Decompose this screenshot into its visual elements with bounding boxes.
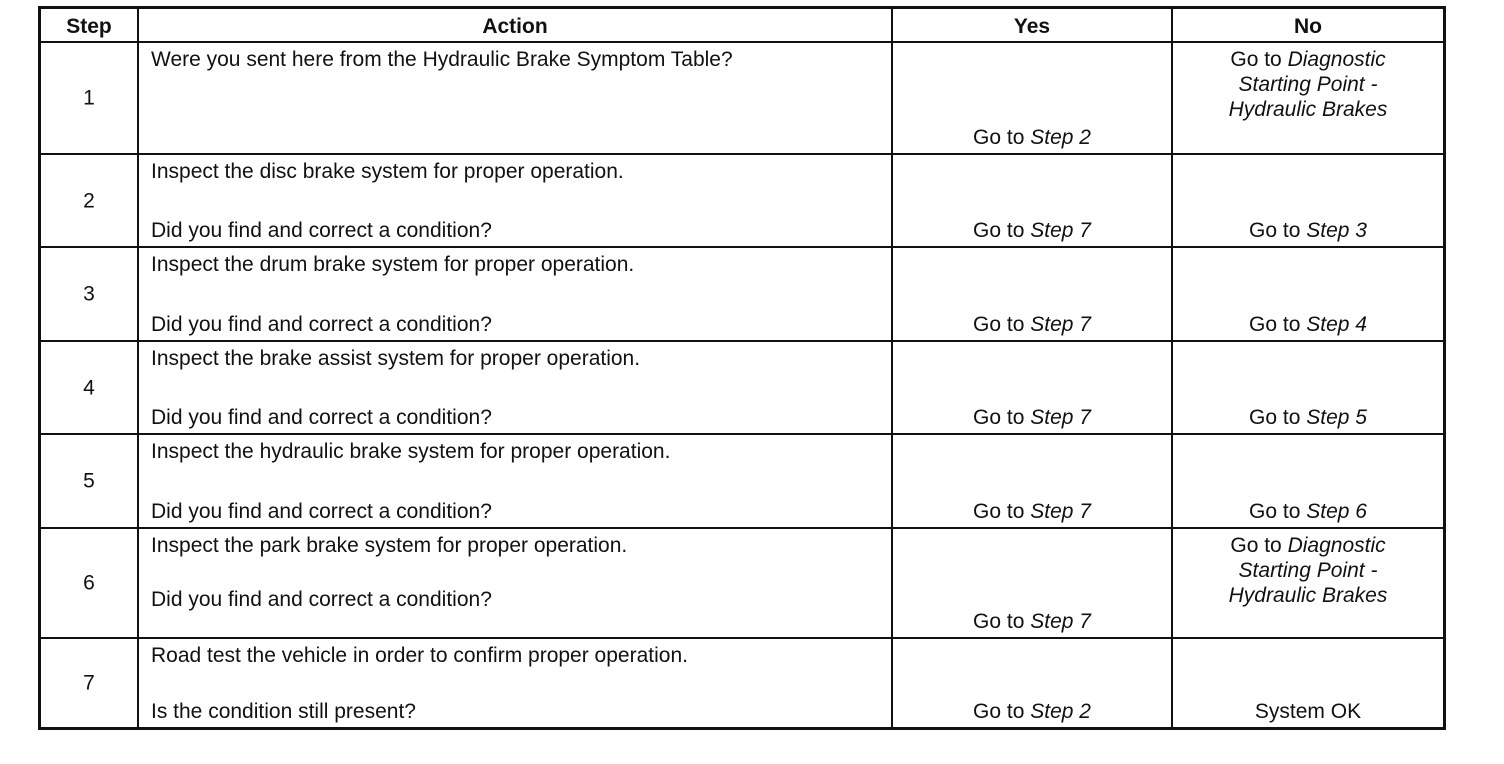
no-outcome: Go to Step 3 — [1249, 219, 1367, 242]
step-number: 2 — [83, 189, 95, 212]
question-text: Did you find and correct a condition? — [151, 588, 492, 611]
header-action: Action — [482, 15, 548, 38]
table-row — [41, 529, 1443, 639]
action-text: Road test the vehicle in order to confirm proper operation. — [151, 644, 688, 667]
header-yes: Yes — [1013, 15, 1051, 38]
action-text: Inspect the disc brake system for proper operation. — [151, 160, 624, 183]
yes-outcome: Go to Step 7 — [973, 313, 1091, 336]
action-text: Inspect the brake assist system for proper operation. — [151, 347, 641, 370]
step-number: 4 — [83, 376, 95, 399]
header-step: Step — [66, 15, 112, 38]
action-text: Inspect the drum brake system for proper operation. — [151, 253, 635, 276]
table-header-row — [41, 9, 1443, 43]
table-row — [41, 155, 1443, 248]
yes-outcome: Go to Step 7 — [973, 500, 1091, 523]
yes-outcome: Go to Step 2 — [973, 126, 1091, 149]
no-outcome: Go to Step 4 — [1249, 313, 1367, 336]
action-text: Inspect the park brake system for proper operation. — [151, 534, 628, 557]
question-text: Did you find and correct a condition? — [151, 406, 492, 429]
action-text: Inspect the hydraulic brake system for proper operation. — [151, 440, 671, 463]
no-outcome: Go to Diagnostic Starting Point - Hydraulic Brakes — [1228, 48, 1388, 121]
no-outcome: Go to Step 6 — [1249, 500, 1367, 523]
yes-outcome: Go to Step 2 — [973, 700, 1091, 723]
step-number: 7 — [83, 671, 95, 695]
step-number: 3 — [83, 282, 95, 306]
table-row — [41, 43, 1443, 155]
yes-outcome: Go to Step 7 — [973, 610, 1091, 633]
table-row — [41, 342, 1443, 435]
diagnostic-table — [38, 6, 1446, 730]
question-text: Did you find and correct a condition? — [151, 219, 492, 242]
step-number: 6 — [83, 571, 95, 595]
header-no: No — [1294, 15, 1322, 38]
question-text: Is the condition still present? — [151, 700, 416, 723]
step-number: 1 — [83, 86, 95, 110]
question-text: Did you find and correct a condition? — [151, 313, 492, 336]
no-outcome: Go to Diagnostic Starting Point - Hydraulic Brakes — [1228, 534, 1388, 607]
table-row — [41, 248, 1443, 342]
question-text: Did you find and correct a condition? — [151, 500, 492, 523]
step-number: 5 — [83, 469, 95, 493]
table-row — [41, 639, 1443, 727]
no-outcome: Go to Step 5 — [1249, 406, 1367, 429]
yes-outcome: Go to Step 7 — [973, 406, 1091, 429]
action-text: Were you sent here from the Hydraulic Brake Symptom Table? — [151, 48, 733, 71]
yes-outcome: Go to Step 7 — [973, 219, 1091, 242]
no-outcome: System OK — [1254, 700, 1362, 723]
table-row — [41, 435, 1443, 529]
